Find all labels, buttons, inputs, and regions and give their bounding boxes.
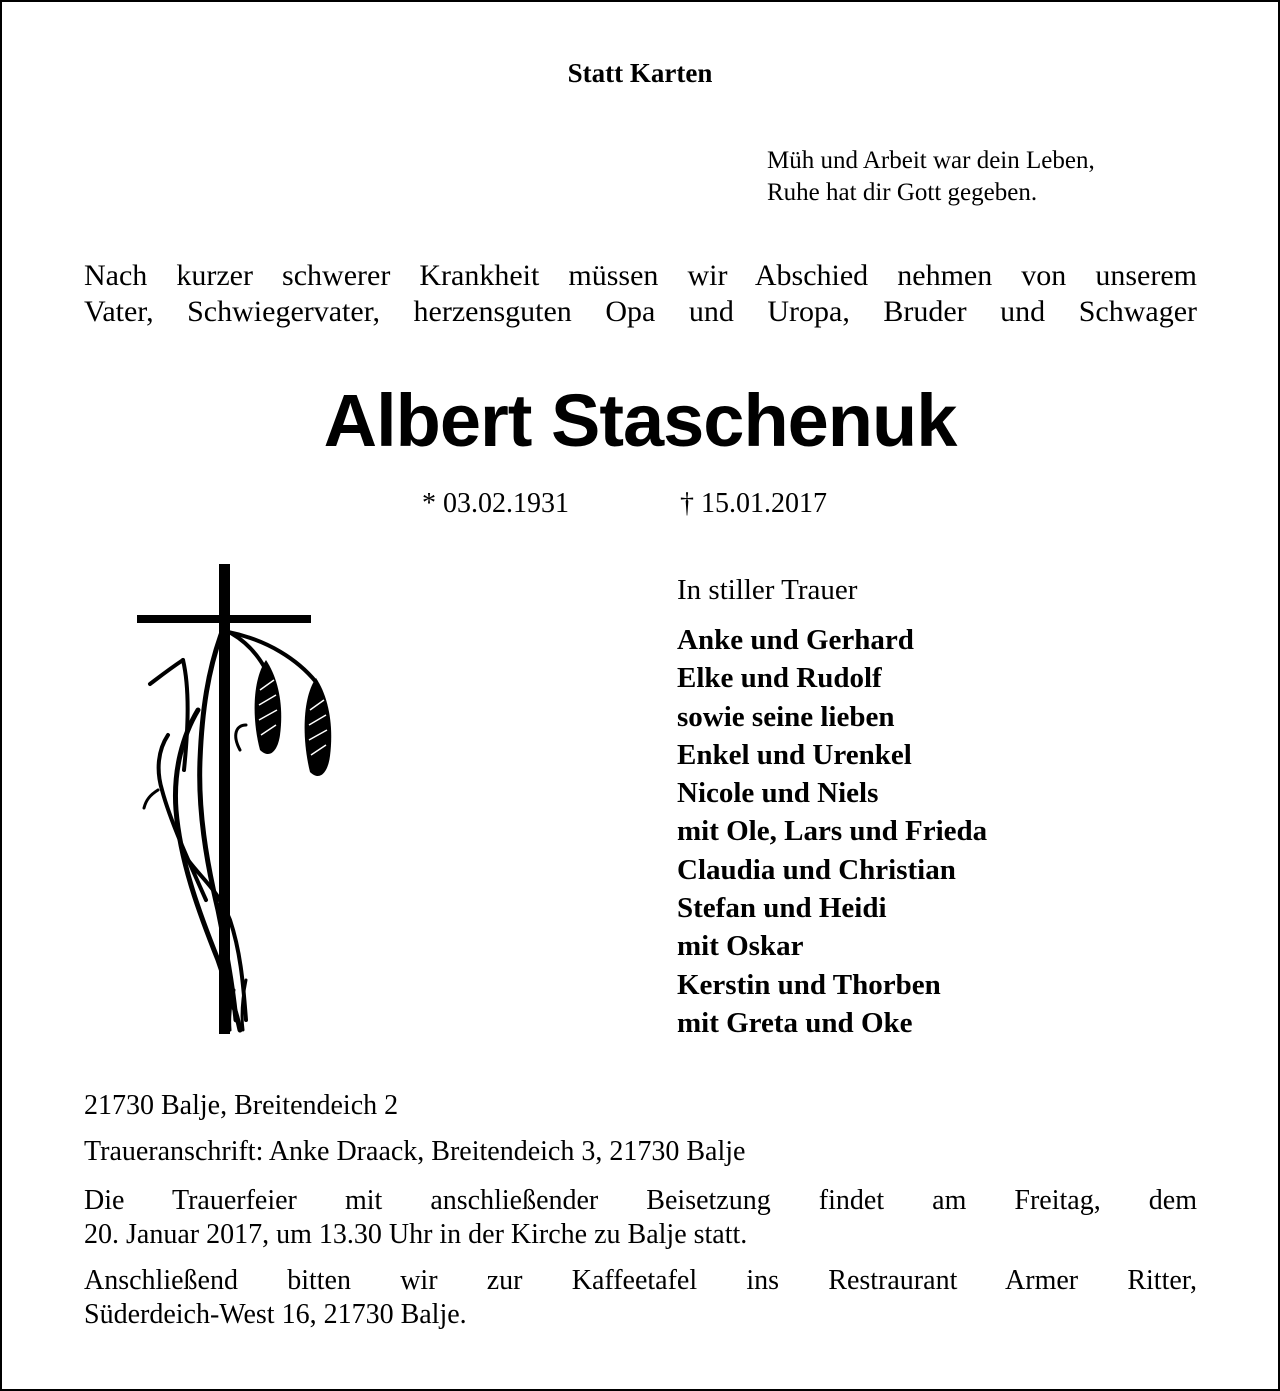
ceremony-line: 20. Januar 2017, um 13.30 Uhr in der Kirche zu Balje statt. [84, 1219, 748, 1250]
ceremony-line: Die Trauerfeier mit anschließender Beisetzung findet am Freitag, dem [84, 1185, 1197, 1216]
mourner-line: mit Greta und Oke [677, 1006, 913, 1039]
ceremony-info [84, 1184, 1197, 1252]
motto-verse [767, 145, 1095, 209]
mourner-line: Nicole und Niels [677, 777, 879, 810]
mourner-line: Elke und Rudolf [677, 662, 882, 695]
mourner-line: mit Oskar [677, 930, 804, 963]
mourning-mail-address: Traueranschrift: Anke Draack, Breitendeich 3, 21730 Balje [84, 1136, 746, 1167]
mourner-line: Enkel und Urenkel [677, 738, 912, 771]
intro-line: Nach kurzer schwerer Krankheit müssen wir Abschied nehmen von unserem [84, 259, 1197, 292]
deceased-name: Albert Staschenuk [323, 379, 957, 462]
mourner-line: Stefan und Heidi [677, 892, 887, 925]
birth-date: * 03.02.1931 [422, 488, 569, 519]
mourning-heading: In stiller Trauer [677, 574, 858, 606]
cross-with-wheat-icon [128, 560, 368, 1040]
mourner-line: mit Ole, Lars und Frieda [677, 815, 988, 848]
intro-line: Vater, Schwiegervater, herzensguten Opa und Uropa, Bruder und Schwager [84, 295, 1197, 328]
reception-info [84, 1264, 1197, 1332]
death-date: † 15.01.2017 [680, 488, 827, 519]
mourner-line: sowie seine lieben [677, 700, 895, 733]
residence-address: 21730 Balje, Breitendeich 2 [84, 1090, 399, 1121]
reception-line: Anschließend bitten wir zur Kaffeetafel ins Restraurant Armer Ritter, [84, 1265, 1197, 1296]
statt-karten-heading: Statt Karten [567, 58, 713, 88]
mourner-line: Kerstin und Thorben [677, 968, 941, 1001]
motto-line: Müh und Arbeit war dein Leben, [767, 147, 1095, 174]
mourners-list [677, 621, 987, 1042]
intro-text [84, 258, 1197, 330]
mourner-line: Claudia und Christian [677, 853, 956, 886]
motto-line: Ruhe hat dir Gott gegeben. [767, 179, 1038, 206]
mourner-line: Anke und Gerhard [677, 624, 914, 656]
reception-line: Süderdeich-West 16, 21730 Balje. [84, 1299, 467, 1330]
